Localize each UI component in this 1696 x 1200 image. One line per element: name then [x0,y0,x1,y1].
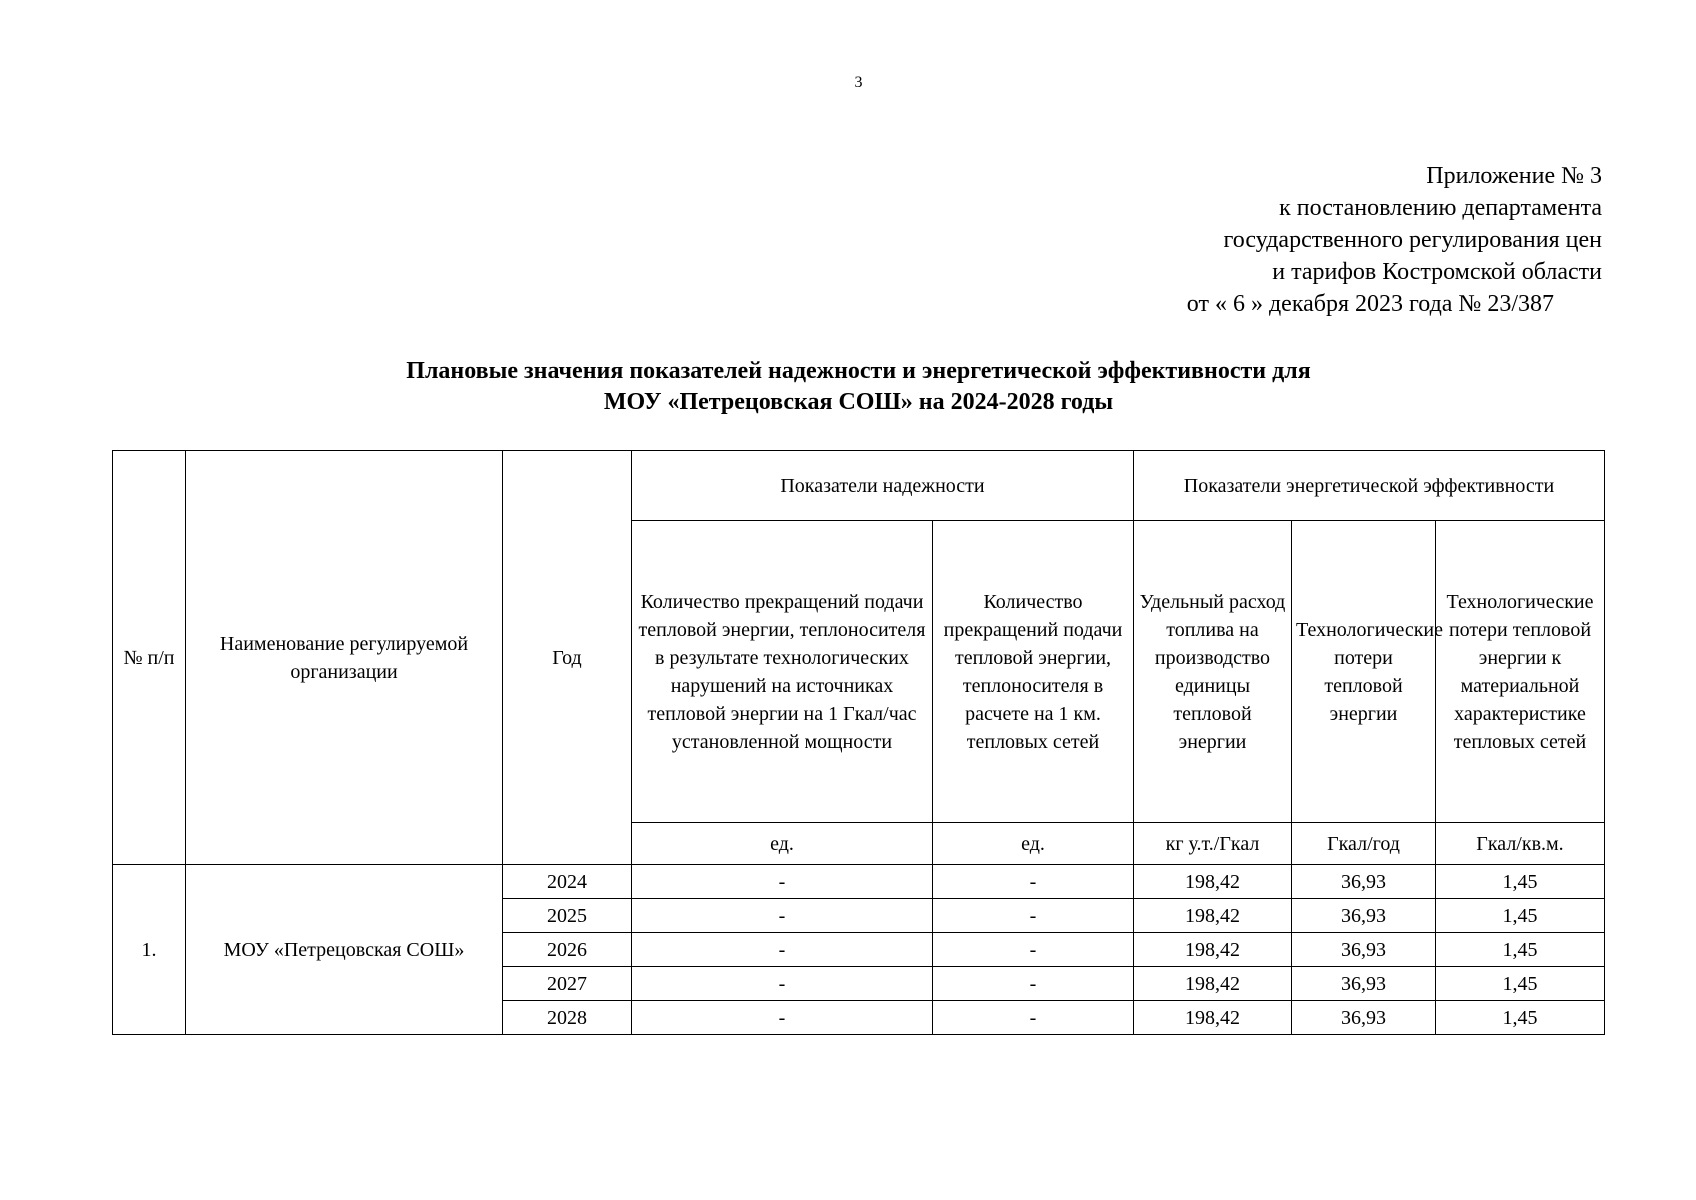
header-col1: Количество прекращений подачи тепловой энергии, теплоносителя в результате технологических нарушений на источниках тепловой энергии на 1 Гкал/час установленной мощности [632,521,933,823]
cell-value: 198,42 [1134,967,1292,1001]
cell-value: - [632,865,933,899]
header-efficiency-group: Показатели энергетической эффективности [1134,451,1605,521]
cell-value: 36,93 [1292,899,1436,933]
cell-value: 1,45 [1436,899,1605,933]
cell-value: - [632,967,933,1001]
cell-value: 198,42 [1134,1001,1292,1035]
header-organization: Наименование регулируемой организации [186,451,503,865]
cell-year: 2026 [503,933,632,967]
cell-value: - [933,1001,1134,1035]
cell-value: - [632,899,933,933]
appendix-date-line: от « 6 » декабря 2023 года № 23/387 [1186,291,1554,317]
cell-value: 36,93 [1292,967,1436,1001]
entry-num: 1. [113,865,186,1035]
cell-value: 198,42 [1134,899,1292,933]
indicators-table [112,450,1605,1035]
cell-value: - [632,933,933,967]
title-line: МОУ «Петрецовская СОШ» на 2024-2028 годы [603,389,1114,415]
header-year: Год [503,451,632,865]
cell-value: 36,93 [1292,933,1436,967]
unit-col3: кг у.т./Гкал [1134,823,1292,865]
cell-year: 2027 [503,967,632,1001]
cell-value: - [933,865,1134,899]
cell-year: 2028 [503,1001,632,1035]
cell-year: 2024 [503,865,632,899]
unit-col4: Гкал/год [1292,823,1436,865]
cell-value: - [933,967,1134,1001]
entry-organization: МОУ «Петрецовская СОШ» [186,865,503,1035]
title-line: Плановые значения показателей надежности и энергетической эффективности для [406,358,1311,384]
page-number: 3 [854,74,863,91]
cell-value: 36,93 [1292,1001,1436,1035]
header-col5: Технологические потери тепловой энергии к материальной характеристике тепловых сетей [1436,521,1605,823]
table-row [113,865,1605,899]
header-num: № п/п [113,451,186,865]
appendix-line: государственного регулирования цен [1223,227,1602,253]
appendix-line: и тарифов Костромской области [1272,259,1602,285]
cell-value: 1,45 [1436,967,1605,1001]
cell-value: 1,45 [1436,865,1605,899]
cell-value: 198,42 [1134,933,1292,967]
unit-col5: Гкал/кв.м. [1436,823,1605,865]
cell-value: 1,45 [1436,1001,1605,1035]
cell-value: 198,42 [1134,865,1292,899]
appendix-line: Приложение № 3 [1426,163,1602,189]
appendix-line: к постановлению департамента [1279,195,1602,221]
header-col3: Удельный расход топлива на производство единицы тепловой энергии [1134,521,1292,823]
cell-value: 1,45 [1436,933,1605,967]
document-title [0,356,1696,418]
cell-year: 2025 [503,899,632,933]
header-col2: Количество прекращений подачи тепловой энергии, теплоносителя в расчете на 1 км. тепловых сетей [933,521,1134,823]
unit-col2: ед. [933,823,1134,865]
cell-value: 36,93 [1292,865,1436,899]
cell-value: - [933,933,1134,967]
cell-value: - [632,1001,933,1035]
cell-value: - [933,899,1134,933]
header-col4: Технологические потери тепловой энергии [1292,521,1436,823]
header-reliability-group: Показатели надежности [632,451,1134,521]
unit-col1: ед. [632,823,933,865]
appendix-block [1187,160,1602,320]
